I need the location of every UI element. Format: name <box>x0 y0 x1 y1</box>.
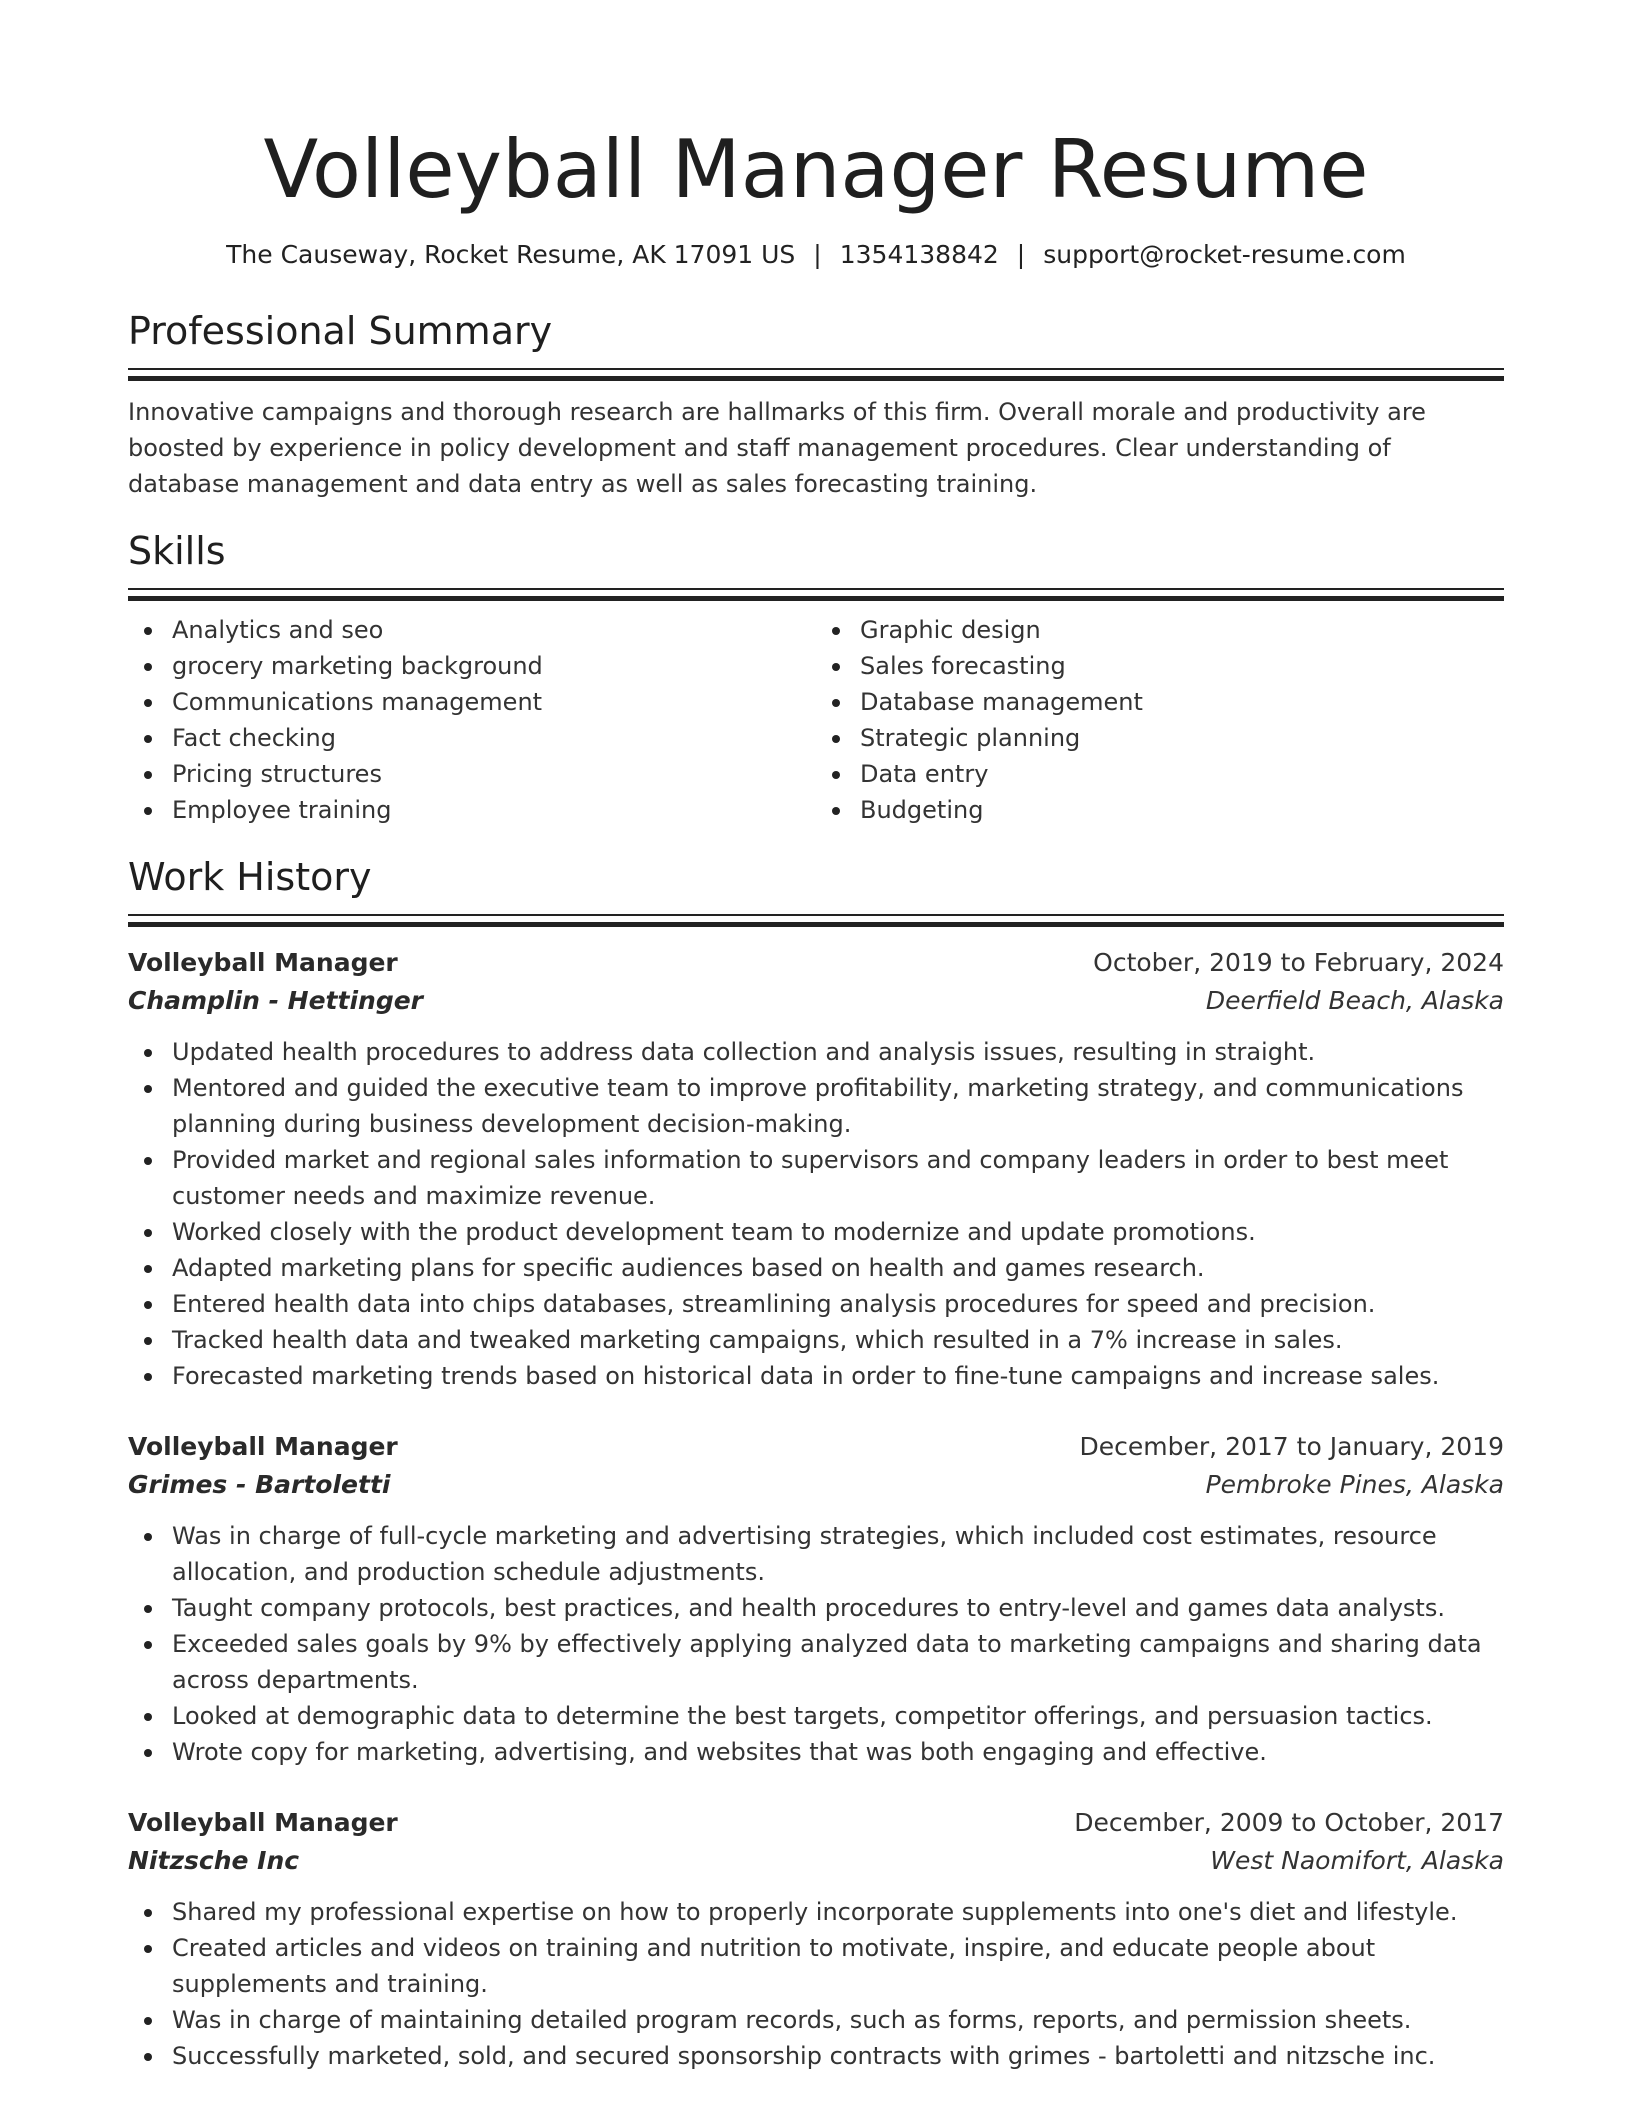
professional-summary-section <box>128 306 1504 502</box>
summary-text: Innovative campaigns and thorough research are hallmarks of this firm. Overall morale and productivity are boosted by experience in policy development and staff management procedures. Clear understanding of database management and data entry as well as sales forecasting training. <box>128 398 1426 498</box>
job-title: Volleyball Manager <box>128 948 398 977</box>
job-company: Grimes - Bartoletti <box>128 1470 391 1499</box>
duty-item: Taught company protocols, best practices, and health procedures to entry-level and games data analysts. <box>172 1590 1504 1626</box>
job-subheader <box>128 1842 1504 1880</box>
duty-item: Successfully marketed, sold, and secured sponsorship contracts with grimes - bartoletti and nitzsche inc. <box>172 2038 1504 2074</box>
skills-section <box>128 526 1504 828</box>
skills-right-column <box>816 612 1504 828</box>
job-location: West Naomifort, Alaska <box>1210 1846 1504 1875</box>
job-header <box>128 1428 1504 1466</box>
job-dates: December, 2017 to January, 2019 <box>1079 1432 1504 1461</box>
job-dates: December, 2009 to October, 2017 <box>1074 1808 1504 1837</box>
skill-item: grocery marketing background <box>172 648 816 684</box>
duty-item: Wrote copy for marketing, advertising, and websites that was both engaging and effective. <box>172 1734 1504 1770</box>
skill-item: Graphic design <box>860 612 1504 648</box>
section-title-work-history: Work History <box>128 855 372 899</box>
job-title: Volleyball Manager <box>128 1808 398 1837</box>
job-location: Pembroke Pines, Alaska <box>1205 1470 1504 1499</box>
contact-phone: 1354138842 <box>839 240 999 269</box>
job-entry <box>128 944 1504 1394</box>
section-title-summary: Professional Summary <box>128 309 553 353</box>
skill-item: Analytics and seo <box>172 612 816 648</box>
section-title-skills: Skills <box>128 529 226 573</box>
duty-item: Looked at demographic data to determine the best targets, competitor offerings, and persuasion tactics. <box>172 1698 1504 1734</box>
section-divider <box>128 368 1504 380</box>
skill-item: Pricing structures <box>172 756 816 792</box>
job-entry <box>128 1428 1504 1770</box>
job-duties <box>128 1894 1504 2074</box>
contact-separator: | <box>1016 240 1026 269</box>
skill-item: Fact checking <box>172 720 816 756</box>
work-history-section <box>128 852 1504 2074</box>
contact-email: support@rocket-resume.com <box>1043 240 1406 269</box>
skills-left-column <box>128 612 816 828</box>
job-duties <box>128 1034 1504 1394</box>
contact-separator: | <box>813 240 822 269</box>
duty-item: Shared my professional expertise on how to properly incorporate supplements into one's diet and lifestyle. <box>172 1894 1504 1930</box>
skill-item: Data entry <box>860 756 1504 792</box>
duty-item: Mentored and guided the executive team to improve profitability, marketing strategy, and communications planning during business development decision-making. <box>172 1070 1504 1142</box>
skill-item: Database management <box>860 684 1504 720</box>
duty-item: Tracked health data and tweaked marketing campaigns, which resulted in a 7% increase in sales. <box>172 1322 1504 1358</box>
contact-address: The Causeway, Rocket Resume, AK 17091 US <box>226 240 796 269</box>
skill-item: Sales forecasting <box>860 648 1504 684</box>
duty-item: Was in charge of full-cycle marketing and advertising strategies, which included cost estimates, resource allocation, and production schedule adjustments. <box>172 1518 1504 1590</box>
section-divider <box>128 588 1504 600</box>
job-entry <box>128 1804 1504 2074</box>
job-company: Nitzsche Inc <box>128 1846 300 1875</box>
duty-item: Forecasted marketing trends based on historical data in order to fine-tune campaigns and increase sales. <box>172 1358 1504 1394</box>
duty-item: Entered health data into chips databases, streamlining analysis procedures for speed and precision. <box>172 1286 1504 1322</box>
skill-item: Budgeting <box>860 792 1504 828</box>
skills-columns <box>128 612 1504 828</box>
skill-item: Communications management <box>172 684 816 720</box>
duty-item: Adapted marketing plans for specific audiences based on health and games research. <box>172 1250 1504 1286</box>
contact-line <box>128 238 1504 272</box>
job-dates: October, 2019 to February, 2024 <box>1093 948 1504 977</box>
duty-item: Created articles and videos on training and nutrition to motivate, inspire, and educate people about supplements and training. <box>172 1930 1504 2002</box>
skill-item: Employee training <box>172 792 816 828</box>
job-title: Volleyball Manager <box>128 1432 398 1461</box>
resume-page <box>128 0 1504 2074</box>
skill-item: Strategic planning <box>860 720 1504 756</box>
duty-item: Provided market and regional sales information to supervisors and company leaders in order to best meet customer needs and maximize revenue. <box>172 1142 1504 1214</box>
resume-title: Volleyball Manager Resume <box>263 123 1369 216</box>
duty-item: Was in charge of maintaining detailed program records, such as forms, reports, and permission sheets. <box>172 2002 1504 2038</box>
job-duties <box>128 1518 1504 1770</box>
duty-item: Updated health procedures to address data collection and analysis issues, resulting in straight. <box>172 1034 1504 1070</box>
duty-item: Worked closely with the product development team to modernize and update promotions. <box>172 1214 1504 1250</box>
section-divider <box>128 914 1504 926</box>
job-subheader <box>128 982 1504 1020</box>
job-header <box>128 944 1504 982</box>
job-subheader <box>128 1466 1504 1504</box>
job-location: Deerfield Beach, Alaska <box>1205 986 1504 1015</box>
job-header <box>128 1804 1504 1842</box>
duty-item: Exceeded sales goals by 9% by effectively applying analyzed data to marketing campaigns and sharing data across departments. <box>172 1626 1504 1698</box>
job-company: Champlin - Hettinger <box>128 986 424 1015</box>
